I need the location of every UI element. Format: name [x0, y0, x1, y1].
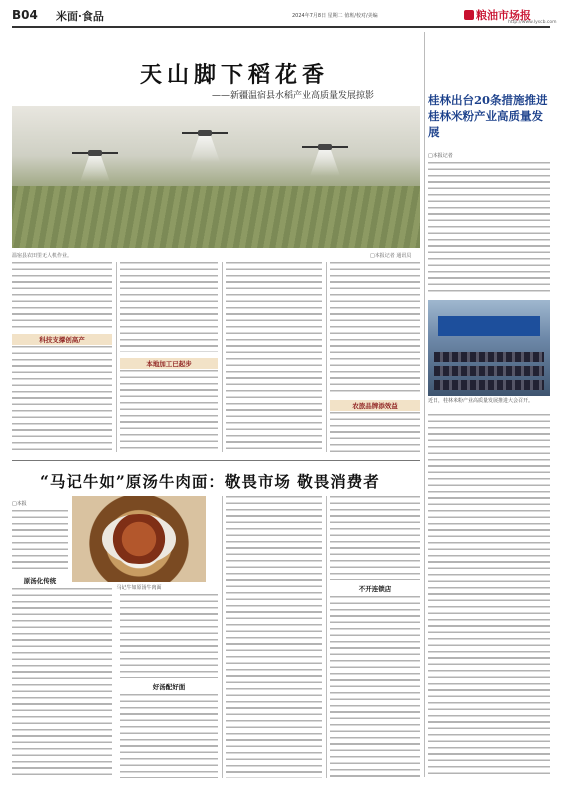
- main-subhead-2: 本地加工已起步: [120, 358, 218, 369]
- second-text-col4b: [330, 596, 420, 778]
- section-name: 米面·食品: [56, 10, 104, 23]
- main-text-col1a: [12, 262, 112, 330]
- main-text-col4a: [330, 262, 420, 396]
- main-subheadline: ——新疆温宿县水稻产业高质量发展掠影: [212, 91, 375, 101]
- second-subhead-3: 不开连锁店: [358, 585, 392, 593]
- main-subhead-3: 农旅品牌添效益: [330, 400, 420, 411]
- sidebar-author: □本报记者: [428, 153, 453, 159]
- second-text-col1b: [12, 588, 112, 778]
- main-text-col2a: [120, 262, 218, 352]
- main-subhead-1: 科技支撑创高产: [12, 334, 112, 345]
- sidebar-photo: [428, 300, 550, 396]
- main-text-col2b: [120, 370, 218, 452]
- sidebar-text-bottom: [428, 414, 550, 778]
- main-text-col1b: [12, 346, 112, 452]
- second-text-col2a: [120, 594, 218, 678]
- sidebar-headline: 桂林出台20条措施推进桂林米粉产业高质量发展: [428, 93, 548, 139]
- second-author: □本报: [12, 501, 27, 507]
- second-text-col2b: [120, 694, 218, 778]
- second-text-col4a: [330, 496, 420, 580]
- main-photo-caption: 温宿县农田里无人机作业。: [12, 253, 73, 259]
- page-number: B04: [12, 8, 38, 22]
- second-subhead-2: 好汤配好面: [152, 683, 186, 691]
- beef-noodle-photo: [72, 496, 206, 582]
- main-photo: [12, 106, 420, 248]
- grain-logo-icon: [464, 10, 474, 20]
- beef-noodle-photo-caption: 马记牛如原汤牛肉面: [116, 585, 162, 591]
- second-text-col1a: [12, 510, 68, 570]
- paper-logo: 粮油市场报: [464, 7, 531, 23]
- main-headline: 天山脚下稻花香: [140, 62, 330, 88]
- main-text-col3: [226, 262, 322, 452]
- main-text-col4b: [330, 412, 420, 452]
- main-author: □本报记者 通讯员: [370, 253, 412, 259]
- sidebar-text-top: [428, 162, 550, 294]
- page-header: [12, 6, 557, 26]
- sidebar-photo-caption: 近日，桂林米粉产业高质量发展推进大会召开。: [428, 398, 534, 404]
- second-subhead-1: 原汤化传统: [23, 577, 57, 585]
- header-rule: [12, 26, 550, 28]
- dateline: 2024年7月8日 星期二 值班/校对/美编: [292, 13, 378, 19]
- second-headline: “马记牛如”原汤牛肉面：敬畏市场 敬畏消费者: [40, 472, 380, 491]
- site-url[interactable]: http://www.lyscb.com: [508, 20, 557, 25]
- second-text-col3: [226, 496, 322, 778]
